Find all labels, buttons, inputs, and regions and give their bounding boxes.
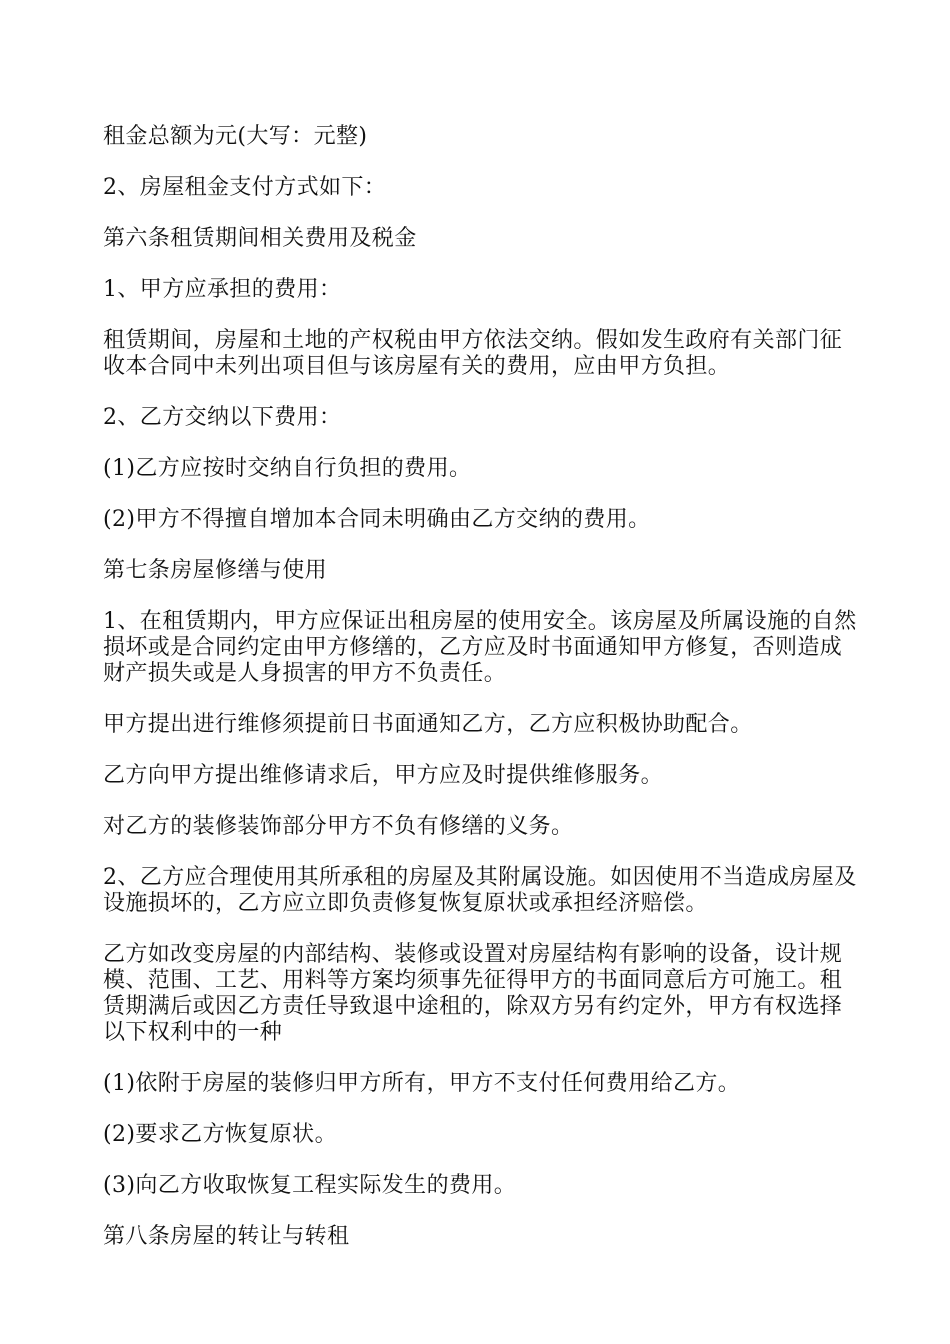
paragraph-safety-repair: 1、在租赁期内，甲方应保证出租房屋的使用安全。该房屋及所属设施的自然损坏或是合同约定由甲方修缮的，乙方应及时书面通知甲方修复，否则造成财产损失或是人身损害的甲方不负责任。 <box>103 609 857 686</box>
paragraph-repair-request: 乙方向甲方提出维修请求后，甲方应及时提供维修服务。 <box>103 763 664 788</box>
heading-article-7: 第七条房屋修缮与使用 <box>103 558 328 583</box>
paragraph-proper-use: 2、乙方应合理使用其所承租的房屋及其附属设施。如因使用不当造成房屋及设施损坏的，乙方应立即负责修复恢复原状或承担经济赔偿。 <box>103 865 857 916</box>
paragraph-option-2: (2)要求乙方恢复原状。 <box>103 1122 337 1147</box>
paragraph-payment-method: 2、房屋租金支付方式如下： <box>103 175 387 200</box>
paragraph-option-1: (1)依附于房屋的装修归甲方所有，甲方不支付任何费用给乙方。 <box>103 1071 741 1096</box>
paragraph-decoration-exclusion: 对乙方的装修装饰部分甲方不负有修缮的义务。 <box>103 814 574 839</box>
paragraph-fee-item-2: (2)甲方不得擅自增加本合同未明确由乙方交纳的费用。 <box>103 507 651 532</box>
heading-article-6: 第六条租赁期间相关费用及税金 <box>103 226 417 251</box>
heading-article-8: 第八条房屋的转让与转租 <box>103 1224 350 1249</box>
paragraph-option-3: (3)向乙方收取恢复工程实际发生的费用。 <box>103 1173 517 1198</box>
paragraph-party-a-fees: 1、甲方应承担的费用： <box>103 277 342 302</box>
document-body <box>103 124 863 1275</box>
paragraph-repair-notice: 甲方提出进行维修须提前日书面通知乙方，乙方应积极协助配合。 <box>103 712 753 737</box>
paragraph-party-b-fees: 2、乙方交纳以下费用： <box>103 405 342 430</box>
paragraph-structural-changes: 乙方如改变房屋的内部结构、装修或设置对房屋结构有影响的设备，设计规模、范围、工艺、用料等方案均须事先征得甲方的书面同意后方可施工。租赁期满后或因乙方责任导致退中途租的，除双方另有约定外，甲方有权选择以下权利中的一种 <box>103 942 843 1045</box>
paragraph-property-tax: 租赁期间，房屋和土地的产权税由甲方依法交纳。假如发生政府有关部门征收本合同中未列出项目但与该房屋有关的费用，应由甲方负担。 <box>103 328 843 379</box>
paragraph-fee-item-1: (1)乙方应按时交纳自行负担的费用。 <box>103 456 472 481</box>
paragraph-total-rent: 租金总额为元(大写：元整) <box>103 124 368 149</box>
